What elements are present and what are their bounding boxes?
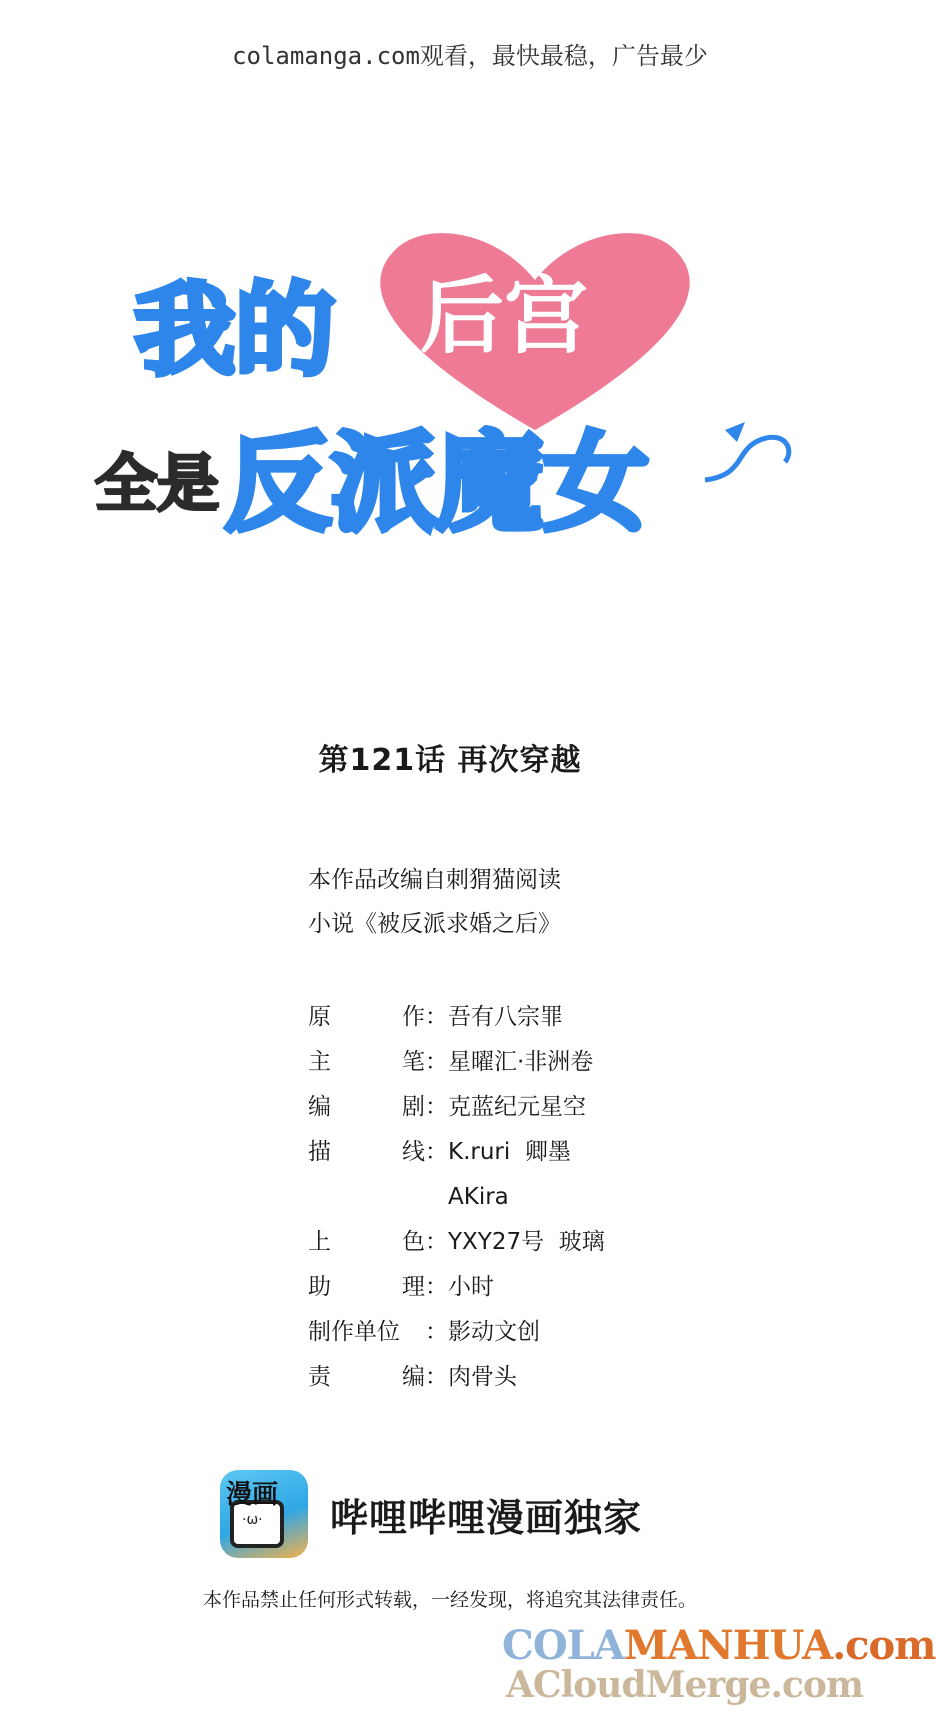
credit-row-lineart xyxy=(308,1130,605,1175)
credit-label: 描 线 ： xyxy=(308,1130,448,1175)
wm-manhua: MANHUA xyxy=(623,1622,833,1669)
credit-label: 主 笔 ： xyxy=(308,1040,448,1085)
credit-value: 星曜汇·非洲卷 xyxy=(448,1049,594,1075)
credit-label: 编 剧 ： xyxy=(308,1085,448,1130)
publisher-name: 哔哩哔哩漫画独家 xyxy=(330,1495,643,1540)
credit-label: 制作单位 ： xyxy=(308,1310,448,1355)
credits-list xyxy=(308,995,605,1400)
chapter-title: 第121话 再次穿越 xyxy=(318,743,582,778)
credit-label: 助 理 ： xyxy=(308,1265,448,1310)
publisher-badge xyxy=(220,1470,642,1558)
credit-row-color xyxy=(308,1220,605,1265)
logo-line2-b: 反派魔女 xyxy=(225,422,649,545)
credit-label: 上 色 ： xyxy=(308,1220,448,1265)
app-icon-face: ·ω· xyxy=(242,1512,263,1528)
credit-value: 吾有八宗罪 xyxy=(448,1004,563,1030)
app-icon-label: 漫画 xyxy=(226,1480,279,1510)
wm-com: .com xyxy=(832,1622,936,1669)
credit-continuation: AKira xyxy=(448,1184,509,1210)
credit-value: 肉骨头 xyxy=(448,1364,517,1390)
copyright-notice: 本作品禁止任何形式转载，一经发现，将追究其法律责任。 xyxy=(202,1589,697,1611)
bilibili-manga-app-icon xyxy=(220,1470,308,1558)
site-notice: colamanga.com观看，最快最稳，广告最少 xyxy=(232,42,708,70)
credit-label: 原 作 ： xyxy=(308,995,448,1040)
credit-row-studio xyxy=(308,1310,605,1355)
tail-tip xyxy=(725,422,745,442)
watermark-acloudmerge: ACloudMerge.com xyxy=(506,1664,863,1706)
origin-line-2: 小说《被反派求婚之后》 xyxy=(308,911,561,937)
credit-value: K.ruri 卿墨 xyxy=(448,1139,571,1165)
credit-row-script xyxy=(308,1085,605,1130)
logo-line1-a: 我的 xyxy=(135,272,335,389)
credit-label: 责 编 ： xyxy=(308,1355,448,1400)
series-logo xyxy=(95,230,835,590)
credit-row-assistant xyxy=(308,1265,605,1310)
logo-graphic xyxy=(95,230,835,590)
logo-heart-text: 后宫 xyxy=(420,267,589,365)
devil-tail-decoration xyxy=(705,437,789,480)
credit-value: 影动文创 xyxy=(448,1319,540,1345)
credit-row-artist xyxy=(308,1040,605,1085)
credit-row-editor xyxy=(308,1355,605,1400)
credit-value: 小时 xyxy=(448,1274,494,1300)
logo-line2-a: 全是 xyxy=(95,447,220,520)
wm-cola: COLA xyxy=(502,1622,624,1669)
credit-row-original xyxy=(308,995,605,1040)
credit-value: YXY27号 玻璃 xyxy=(448,1229,605,1255)
credit-value: 克蓝纪元星空 xyxy=(448,1094,586,1120)
origin-line-1: 本作品改编自刺猬猫阅读 xyxy=(308,867,561,893)
watermark-colamanhua xyxy=(502,1622,936,1669)
